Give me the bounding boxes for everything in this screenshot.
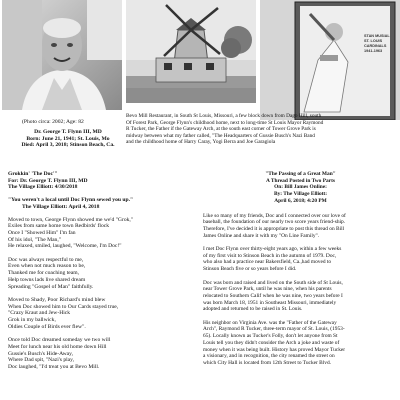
body-line: I met Doc Flynn over thirty-eight years ago, within a few weeks bbox=[203, 246, 342, 253]
body-line: who also had a practice near Bakersfield, Ca.,had moved to bbox=[203, 259, 332, 266]
poem-body bbox=[8, 217, 188, 371]
poem-quote-date: The Village Elliott: April 4, 2018 bbox=[22, 203, 100, 210]
poem-line: Meet for lunch near his old home down Hill bbox=[8, 343, 107, 350]
bio-name: Dr. George T. Flynn III, MD bbox=[34, 129, 102, 135]
poem-line: Of his idol, "The Man," bbox=[8, 236, 62, 243]
thread-body bbox=[203, 213, 398, 367]
body-line: a visionary, and in recognition, the city renamed the street on bbox=[203, 353, 335, 360]
thread-subtitle: A Thread Posted in Two Parts bbox=[266, 177, 335, 184]
bevo-mill-photo bbox=[126, 0, 256, 103]
body-line: which City Hall is located from 12th Street to Tucker Blvd. bbox=[203, 359, 332, 366]
body-line bbox=[203, 273, 398, 280]
thread-title: "The Passing of a Great Man" bbox=[265, 171, 336, 177]
portrait-image bbox=[2, 0, 122, 110]
portrait-caption bbox=[22, 119, 84, 126]
poem-line: Spreading "Gospel of Man" faithfully. bbox=[8, 283, 94, 290]
body-line: Arch", Raymond R Tucker, three-term mayor of St. Louis, (1953- bbox=[203, 326, 345, 333]
caption-line: Of Forest Park, George Flynn's childhood home, next to long-time St Louis Mayor Raymond bbox=[126, 119, 324, 126]
body-line: of my first visit to Stinson Beach in the autumn of 1979. Doc, bbox=[203, 252, 337, 259]
windmill-image bbox=[126, 0, 256, 103]
body-line: baseball, the foundation of our nearly two score years friend-ship. bbox=[203, 219, 346, 226]
body-line: 65). Locally known as Tucker's Folly, don't let anyone from St bbox=[203, 333, 338, 340]
card-line: 1941-1963 bbox=[364, 49, 383, 53]
body-line: Doc was born and raised and lived on the South side of St Louis, bbox=[203, 279, 343, 286]
poem-line: He relaxed, smiled, laughed, "Welcome, I'm Doc!" bbox=[8, 243, 122, 250]
body-line: was born March 18, 1951 in Southeast Missouri, immediately bbox=[203, 299, 337, 306]
left-column bbox=[8, 171, 188, 371]
poem-title: Grokkin' 'The Doc'" bbox=[8, 171, 58, 177]
card-image bbox=[260, 0, 400, 120]
bio-born: Born: June 21, 1941; St. Louis, Mo bbox=[26, 135, 110, 142]
caption-line: Bevo Mill Restaurant, in South St Louis, Missouri, a few block down from Dago Hill, south bbox=[126, 113, 322, 119]
poem-line: Help towns lads live shared dream bbox=[8, 276, 86, 283]
poem-quote: "You weren't a local until Doc Flynn sewed you up." bbox=[8, 197, 134, 204]
body-line: His neighbor on Virginia Ave. was the "Father of the Gateway bbox=[203, 319, 337, 326]
body-line: Like so many of my friends, Doc and I connected over our love of bbox=[203, 212, 346, 219]
poem-line: Grok in my ballwick, bbox=[8, 317, 56, 324]
thread-date: April 6, 2018; 4:20 PM bbox=[274, 197, 327, 204]
caption-line: midway between what my father called, "The Headquarters of Gussie Busch's Nazi Band bbox=[126, 132, 315, 139]
card-line: STAN MUSIAL bbox=[364, 34, 390, 38]
poem-line: Doc was always respectful to me, bbox=[8, 256, 84, 263]
poem-date: The Village Elliott: 4/30/2018 bbox=[8, 184, 78, 191]
poem-line: Even when not much reason to be, bbox=[8, 263, 86, 270]
poem-line: Once I "Showed Him" I'm fan bbox=[8, 229, 76, 236]
poem-line: Exiles from same home town Redbirds' flock bbox=[8, 223, 110, 230]
thread-site: On: Bill James Online: bbox=[274, 184, 327, 191]
body-line: relocated to Southern Calif when he was nine, two years before I bbox=[203, 292, 343, 299]
thread-author: By: The Village Elliott: bbox=[273, 191, 328, 198]
card-line: CARDINALS bbox=[364, 44, 387, 48]
right-column bbox=[203, 171, 398, 367]
body-line: adopted and returned to be raised in St. Louis. bbox=[203, 306, 303, 313]
bevo-mill-caption bbox=[126, 113, 323, 146]
poem-line: Gussie's Busch's Hide-Away, bbox=[8, 350, 73, 357]
poem-line: "Crazy Kraut and Jew-Hick bbox=[8, 310, 71, 317]
thread-heading bbox=[203, 171, 398, 205]
portrait-photo bbox=[2, 0, 122, 110]
body-line: Louis tell you they didn't consider the Arch a joke and waste of bbox=[203, 339, 340, 346]
poem-line: Doc laughed, "I'd treat you at Bevo Mill. bbox=[8, 363, 100, 370]
caption-line: R Tucker, the Father if the Gateway Arch, at the south east corner of Tower Grove Park is bbox=[126, 126, 316, 133]
poem-line bbox=[8, 290, 188, 297]
body-line: money when it was being built. History has proved Mayor Tucker bbox=[203, 346, 346, 353]
poem-line bbox=[8, 330, 188, 337]
poem-line: When Doc showed him to Our Cards stayed true, bbox=[8, 303, 119, 310]
poem-line: Oldies Couple of Birds ever flew". bbox=[8, 323, 86, 330]
poem-heading bbox=[8, 171, 188, 191]
bio-died: Died: April 3, 2018; Stinson Beach, Ca. bbox=[21, 142, 115, 149]
poem-line: Where Dad spit, "Nazi's play, bbox=[8, 357, 74, 364]
poem-line bbox=[8, 250, 188, 257]
poem-line: Once told Doc dreamed someday we two will bbox=[8, 337, 111, 344]
body-line: James Online and share it with my "On Line Family". bbox=[203, 232, 320, 239]
card-line: ST. LOUIS bbox=[364, 39, 383, 43]
body-line: Stinson Beach five or so years before I did. bbox=[203, 266, 297, 273]
body-line: near Tower Grove Park, until he was nine, when his parents bbox=[203, 286, 332, 293]
photo-date-caption: (Photo circa: 2002; Age: 82 bbox=[22, 119, 84, 125]
poem-line: Moved to town, George Flynn showed me we'd "Grok," bbox=[8, 216, 134, 223]
poem-line: Moved to Shady, Poor Richard's mind blew bbox=[8, 296, 106, 303]
body-line bbox=[203, 313, 398, 320]
poem-subheading bbox=[8, 197, 188, 210]
bio-caption bbox=[14, 129, 122, 149]
poem-line: Thanked me for coaching team, bbox=[8, 270, 79, 277]
poem-dedication: For: Dr. George T. Flynn III, MD bbox=[8, 177, 88, 184]
card-text bbox=[364, 34, 398, 54]
baseball-card-photo bbox=[260, 0, 400, 120]
body-line: Therefore, I've decided it is appropriate to post this thread on Bill bbox=[203, 225, 345, 232]
caption-line: and the childhood home of Harry Caray, Yogi Berra and Joe Garagiola bbox=[126, 139, 276, 146]
